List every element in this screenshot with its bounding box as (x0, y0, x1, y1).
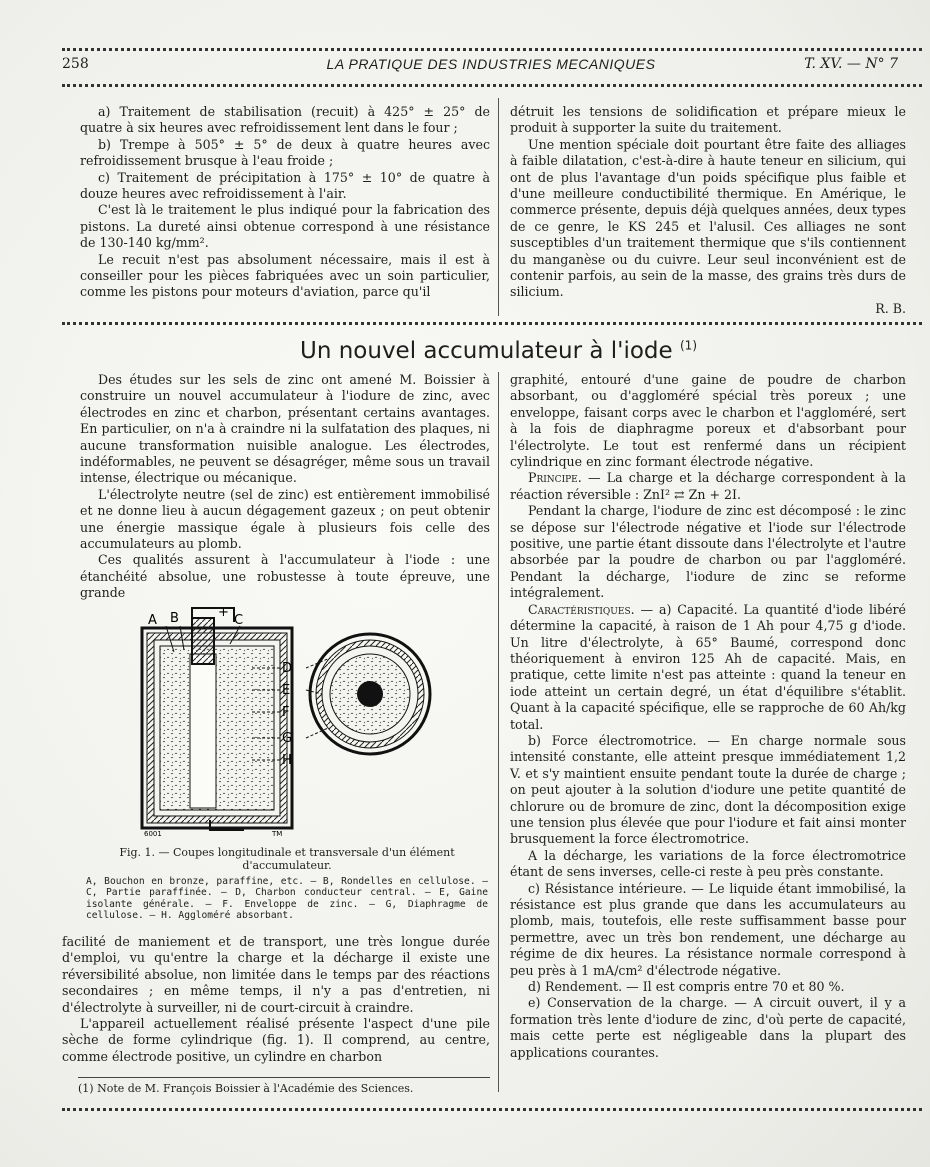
engraver-mark: 6001 (144, 830, 162, 838)
top-left-column (80, 104, 490, 301)
paragraph: C'est là le traitement le plus indiqué pour la fabrication des pistons. La dureté ainsi obtenue correspond à une résistance de 130-140 kg/mm². (80, 202, 490, 251)
figure-caption: Fig. 1. — Coupes longitudinale et transversale d'un élément d'accumulateur. (119, 846, 455, 872)
paragraph (510, 733, 906, 848)
section-lead: Principe. — (528, 470, 607, 486)
paragraph-text: e) Conservation de la charge. — A circuit ouvert, il y a formation très lente d'iodure de zinc, d'où perte de capacité, mais cette perte est négligeable dans la plupart des applications courantes. (510, 995, 906, 1060)
paragraph-text: c) Résistance intérieure. — Le liquide étant immobilisé, la résistance est plus grande que dans les accumulateurs au plomb, mais, toutefois, elle reste suffisamment basse pour permettre, avec un très bon rendement, une décharge au régime de dix heures. La résistance normale correspond à peu près à 1 mA/cm² d'électrode négative. (510, 880, 906, 978)
running-title: LA PRATIQUE DES INDUSTRIES MECANIQUES (326, 56, 656, 72)
left-column-b (62, 934, 490, 1065)
paragraph (510, 372, 906, 470)
author-signature: R. B. (875, 300, 906, 316)
paragraph (510, 881, 906, 979)
paragraph-text: Pendant la charge, l'iodure de zinc est décomposé : le zinc se dépose sur l'électrode négative et l'iode sur l'électrode positive, une partie étant dissoute dans l'électrolyte et l'autre absorbée par la poudre de charbon ou par l'aggloméré. Pendant la décharge, l'iodure de zinc se reforme intégralement. (510, 503, 906, 601)
label-e: E (282, 683, 291, 698)
header-bottom-rule (62, 84, 922, 87)
paragraph-text: A la décharge, les variations de la force électromotrice étant de sens inverses, celle-ci reste à peu près constante. (510, 847, 906, 880)
paragraph (510, 848, 906, 881)
paragraph-principe (510, 470, 906, 503)
top-right-column (510, 104, 906, 317)
paragraph-text: d) Rendement. — Il est compris entre 70 et 80 %. (528, 979, 845, 995)
paragraph-caracteristiques (510, 602, 906, 733)
footnote-rule (78, 1077, 490, 1078)
paragraph: Le recuit n'est pas absolument nécessaire, mais il est à conseiller pour les pièces fabriquées avec un soin particulier, comme les pistons pour moteurs d'aviation, parce qu'il (80, 251, 490, 300)
paragraph: L'électrolyte neutre (sel de zinc) est entièrement immobilisé et ne donne lieu à aucun dégagement gazeux ; on peut obtenir une énergie massique égale à plusieurs fois celle des accumulateurs au plomb. (80, 486, 490, 552)
paragraph: facilité de maniement et de transport, une très longue durée d'emploi, vu qu'entre la charge et la décharge il existe une réversibilité absolue, non limitée dans le temps par des réactions secondaires ; en même temps, il n'y a pas d'entretien, ni d'électrolyte à surveiller, ni de court-circuit à craindre. (62, 934, 490, 1015)
label-plus: + (218, 605, 229, 620)
paragraph: b) Trempe à 505° ± 5° de deux à quatre heures avec refroidissement brusque à l'eau froide ; (80, 136, 490, 169)
paragraph (510, 995, 906, 1061)
label-a: A (148, 613, 157, 628)
footer-rule (62, 1108, 922, 1111)
paragraph: L'appareil actuellement réalisé présente l'aspect d'une pile sèche de forme cylindrique (fig. 1). Il comprend, au centre, comme électrode positive, un cylindre en charbon (62, 1016, 490, 1064)
label-g: G (282, 731, 293, 746)
left-column-a (80, 372, 490, 602)
paragraph: Des études sur les sels de zinc ont amené M. Boissier à construire un nouvel accumulateur à l'iodure de zinc, avec électrodes en zinc et charbon, présentant certains avantages. En particulier, on n'a à craindre ni la sulfatation des plaques, ni aucune transformation nuisible analogue. Les électrodes, indéformables, ne peuvent se désagréger, même sous un travail intense, électrique ou mécanique. (80, 372, 490, 486)
transverse-section (310, 634, 430, 754)
paragraph-text: La charge et la décharge correspondent à la réaction réversible : ZnI² ⇄ Zn + 2I. (510, 470, 906, 502)
paragraph (510, 979, 906, 995)
running-header (62, 56, 920, 78)
column-divider (498, 372, 499, 1092)
label-h: H (282, 753, 292, 768)
section-lead: Caractéristiques. — (528, 601, 659, 617)
label-c: C (234, 613, 244, 628)
paragraph-text: a) Capacité. La quantité d'iode libéré détermine la capacité, à raison de 1 Ah pour 4,75 g d'iode. Un litre d'électrolyte, à 65° Baumé, correspond donc théoriquement à environ 125 Ah de capacité. Mais, en pratique, cette limite n'est pas atteinte : quand la teneur en iode atteint un certain degré, un état d'équilibre s'établit. Quant à la capacité spécifique, elle se rapproche de 60 Ah/kg total. (510, 601, 906, 732)
paragraph-text: graphité, entouré d'une gaine de poudre de charbon absorbant, ou d'aggloméré spécial très poreux ; une enveloppe, faisant corps avec le charbon et l'aggloméré, sert à la fois de diaphragme poreux et d'absorbant pour l'électrolyte. Le tout est renfermé dans un récipient cylindrique en zinc formant électrode négative. (510, 372, 906, 470)
header-top-rule (62, 48, 922, 51)
paragraph: a) Traitement de stabilisation (recuit) à 425° ± 25° de quatre à six heures avec refroidissement lent dans le four ; (80, 104, 490, 136)
right-column (510, 372, 906, 1061)
volume-number: T. XV. — N° 7 (804, 56, 898, 72)
accumulator-figure (130, 604, 440, 840)
figure-legend: A, Bouchon en bronze, paraffine, etc. — B, Rondelles en cellulose. — C, Partie paraffinée. — D, Charbon conducteur central. — E, Gaine isolante générale. — F. Enveloppe de zinc. — G, Diaphragme de cellulose. — H. Aggloméré absorbant. (86, 876, 488, 922)
paragraph (510, 503, 906, 601)
paragraph: Ces qualités assurent à l'accumulateur à l'iode : une étanchéité absolue, une robustesse à toute épreuve, une grande (80, 552, 490, 601)
label-b: B (170, 611, 179, 626)
footnote-ref: (1) (680, 338, 697, 353)
longitudinal-section (142, 608, 330, 830)
paragraph-text: b) Force électromotrice. — En charge normale sous intensité constante, elle atteint presque immédiatement 1,2 V. et s'y maintient ensuite pendant toute la durée de charge ; on peut ajouter à la solution d'iodure une petite quantité de chlorure ou de bromure de zinc, dont la décomposition exige une tension plus élevée que pour l'iodure et fait ainsi monter brusquement la force électromotrice. (510, 732, 906, 847)
article-title (300, 338, 780, 364)
paragraph: c) Traitement de précipitation à 175° ± 10° de quatre à douze heures avec refroidissement à l'air. (80, 169, 490, 202)
page-number: 258 (62, 56, 89, 72)
paragraph: détruit les tensions de solidification et prépare mieux le produit à supporter la suite du traitement. (510, 104, 906, 136)
paragraph: Une mention spéciale doit pourtant être faite des alliages à faible dilatation, c'est-à-dire à haute teneur en silicium, qui ont de plus l'avantage d'un poids spécifique plus faible et d'une meilleure conductibilité thermique. En Amérique, le commerce présente, depuis déjà quelques années, deux types de ce genre, le KS 245 et l'alusil. Ces alliages ne sont susceptibles d'un traitement thermique que s'ils contiennent du manganèse ou du cuivre. Leur seul inconvénient est de contenir parfois, au sein de la masse, des grains très durs de silicium. (510, 136, 906, 300)
footnote: (1) Note de M. François Boissier à l'Académie des Sciences. (78, 1082, 414, 1095)
label-f: F (282, 705, 290, 720)
article-title-text: Un nouvel accumulateur à l'iode (300, 338, 673, 364)
label-d: D (282, 661, 293, 676)
column-divider (498, 98, 499, 316)
section-rule (62, 322, 922, 325)
maker-mark: TM (272, 830, 283, 838)
